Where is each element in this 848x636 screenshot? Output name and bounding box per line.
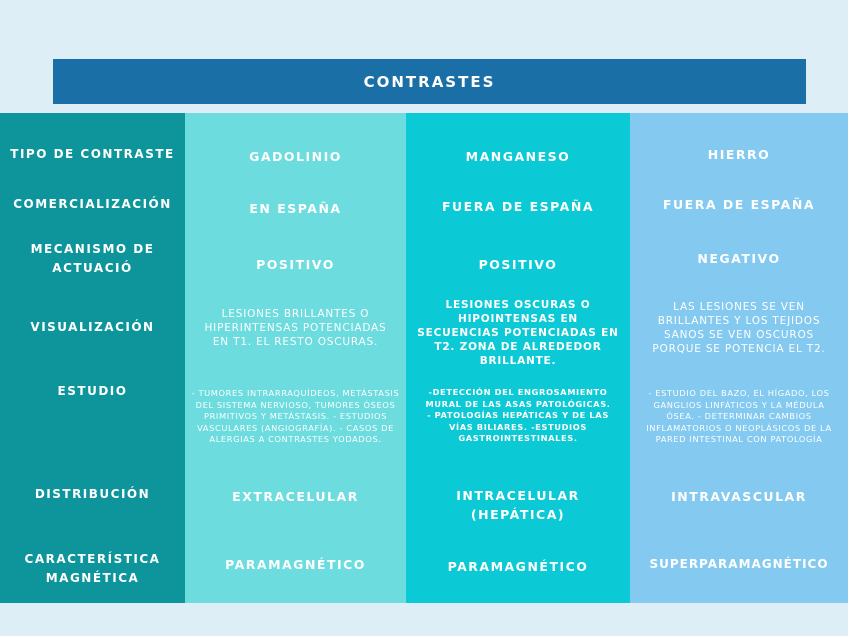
label-distribucion: DISTRIBUCIÓN <box>34 486 151 501</box>
manganeso-distribucion: INTRACELULAR (HEPÁTICA) <box>456 488 580 522</box>
label-mecanismo: MECANISMO DE ACTUACIÓ <box>30 242 155 275</box>
gadolinio-comercializacion: EN ESPAÑA <box>249 200 342 216</box>
hierro-mecanismo: NEGATIVO <box>697 250 781 266</box>
hierro-comercializacion: FUERA DE ESPAÑA <box>662 196 815 212</box>
gadolinio-magnetica: PARAMAGNÉTICO <box>225 556 366 572</box>
manganeso-mecanismo: POSITIVO <box>478 256 558 272</box>
hierro-tipo: HIERRO <box>707 146 771 162</box>
gadolinio-mecanismo: POSITIVO <box>256 256 335 272</box>
manganeso-tipo: MANGANESO <box>465 148 571 164</box>
label-tipo-de-contraste: TIPO DE CONTRASTE <box>10 146 175 161</box>
manganeso-comercializacion: FUERA DE ESPAÑA <box>441 198 594 214</box>
label-estudio: ESTUDIO <box>57 383 128 398</box>
page-title: CONTRASTES <box>53 59 806 104</box>
gadolinio-tipo: GADOLINIO <box>249 148 342 164</box>
manganeso-column <box>406 113 630 603</box>
gadolinio-distribucion: EXTRACELULAR <box>232 488 359 504</box>
label-visualizacion: VISUALIZACIÓN <box>30 319 155 334</box>
manganeso-estudio: -DETECCIÓN DEL ENGROSAMIENTO MURAL DE LAS ASAS PATOLÓGICAS. - PATOLOGÍAS HEPÁTICAS Y DE LAS VÍAS BILIARES. -ESTUDIOS GASTROINTESTINALES. <box>425 387 611 444</box>
hierro-distribucion: INTRAVASCULAR <box>671 488 807 504</box>
hierro-column <box>630 113 848 603</box>
gadolinio-visualizacion: LESIONES BRILLANTES O HIPERINTENSAS POTENCIADAS EN T1. EL RESTO OSCURAS. <box>204 308 387 348</box>
hierro-estudio: - ESTUDIO DEL BAZO, EL HÍGADO, LOS GANGLIOS LINFÁTICOS Y LA MÉDULA ÓSEA. - DETERMINAR CAMBIOS INFLAMATORIOS O NEOPLÁSICOS DE LA PARED INTESTINAL CON PATOLOGÍA <box>646 388 832 445</box>
manganeso-magnetica: PARAMAGNÉTICO <box>447 558 589 574</box>
row-labels-column <box>0 113 185 603</box>
label-caracteristica-magnetica: CARACTERÍSTICA MAGNÉTICA <box>24 552 161 585</box>
hierro-magnetica: SUPERPARAMAGNÉTICO <box>649 556 829 571</box>
gadolinio-column <box>185 113 406 603</box>
manganeso-visualizacion: LESIONES OSCURAS O HIPOINTENSAS EN SECUENCIAS POTENCIADAS EN T2. ZONA DE ALREDEDOR BRILLANTE. <box>417 299 619 367</box>
hierro-visualizacion: LAS LESIONES SE VEN BRILLANTES Y LOS TEJIDOS SANOS SE VEN OSCUROS PORQUE SE POTENCIA EL T2. <box>652 301 826 355</box>
label-comercializacion: COMERCIALIZACIÓN <box>13 196 172 211</box>
gadolinio-estudio: - TUMORES INTRARRAQUÍDEOS, METÁSTASIS DEL SISTEMA NERVIOSO, TUMORES ÓSEOS PRIMITIVOS Y METÁSTASIS. - ESTUDIOS VASCULARES (ANGIOGRAFÍA). - CASOS DE ALERGIAS A CONTRASTES YODADOS. <box>191 388 400 445</box>
